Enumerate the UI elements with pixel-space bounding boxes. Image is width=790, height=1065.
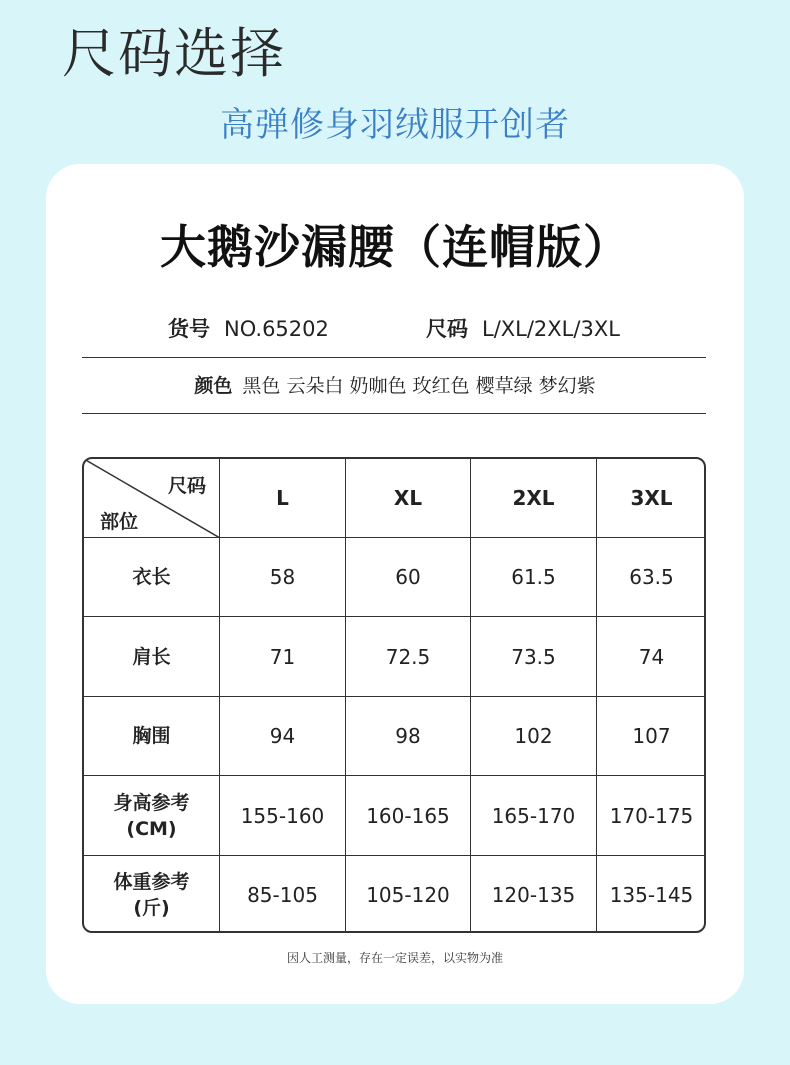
row-label-unit: (斤) xyxy=(133,896,170,919)
column-header: 3XL xyxy=(630,486,673,510)
size-table xyxy=(82,457,706,933)
row-label-text: 肩长 xyxy=(132,645,171,668)
corner-label-part: 部位 xyxy=(100,511,139,533)
table-cell: 105-120 xyxy=(366,882,450,907)
table-cell: 135-145 xyxy=(609,882,694,907)
table-cell: 160-165 xyxy=(366,803,450,828)
column-header: L xyxy=(276,486,289,510)
divider-bottom xyxy=(82,413,706,414)
row-label xyxy=(84,856,219,933)
size-range-label: 尺码 xyxy=(426,317,468,341)
table-cell: 72.5 xyxy=(385,644,431,669)
divider-top xyxy=(82,357,706,358)
measurement-note: 因人工测量，存在一定误差，以实物为准 xyxy=(286,951,503,965)
row-label xyxy=(84,776,219,855)
table-cell: 170-175 xyxy=(609,803,694,828)
color-label: 颜色 xyxy=(194,375,233,397)
table-cell: 71 xyxy=(269,644,296,669)
row-label-unit: (CM) xyxy=(126,817,177,840)
row-label xyxy=(84,697,219,775)
table-cell: 74 xyxy=(638,644,665,669)
row-label xyxy=(84,538,219,616)
table-cell: 85-105 xyxy=(247,882,318,907)
size-range xyxy=(426,312,620,346)
table-cell: 155-160 xyxy=(240,803,325,828)
table-cell: 165-170 xyxy=(491,803,576,828)
row-label-text: 体重参考 xyxy=(113,870,190,893)
table-cell: 58 xyxy=(269,565,296,589)
table-cell: 98 xyxy=(395,724,421,748)
row-label-text: 胸围 xyxy=(132,725,171,747)
row-label-text: 衣长 xyxy=(132,566,171,588)
column-header: 2XL xyxy=(512,486,555,510)
row-label-text: 身高参考 xyxy=(113,791,190,814)
table-cell: 107 xyxy=(632,724,671,748)
table-cell: 61.5 xyxy=(511,565,556,589)
table-cell: 94 xyxy=(269,724,296,748)
table-cell: 60 xyxy=(395,565,421,589)
page-subtitle: 高弹修身羽绒服开创者 xyxy=(220,105,570,145)
corner-label-size: 尺码 xyxy=(168,475,207,497)
table-cell: 102 xyxy=(514,724,553,748)
page-title: 尺码选择 xyxy=(62,22,286,85)
column-header: XL xyxy=(393,486,423,510)
color-values: 黑色 云朵白 奶咖色 玫红色 樱草绿 梦幻紫 xyxy=(242,375,596,397)
table-cell: 120-135 xyxy=(491,882,576,907)
table-cell: 63.5 xyxy=(629,565,674,589)
item-number-value: NO.65202 xyxy=(224,317,329,341)
item-number xyxy=(168,312,329,346)
item-number-label: 货号 xyxy=(168,317,210,341)
table-cell: 73.5 xyxy=(511,644,556,669)
product-title: 大鹅沙漏腰（连帽版） xyxy=(160,220,630,274)
row-label xyxy=(84,617,219,696)
color-row xyxy=(0,369,790,403)
size-range-value: L/XL/2XL/3XL xyxy=(482,317,620,341)
